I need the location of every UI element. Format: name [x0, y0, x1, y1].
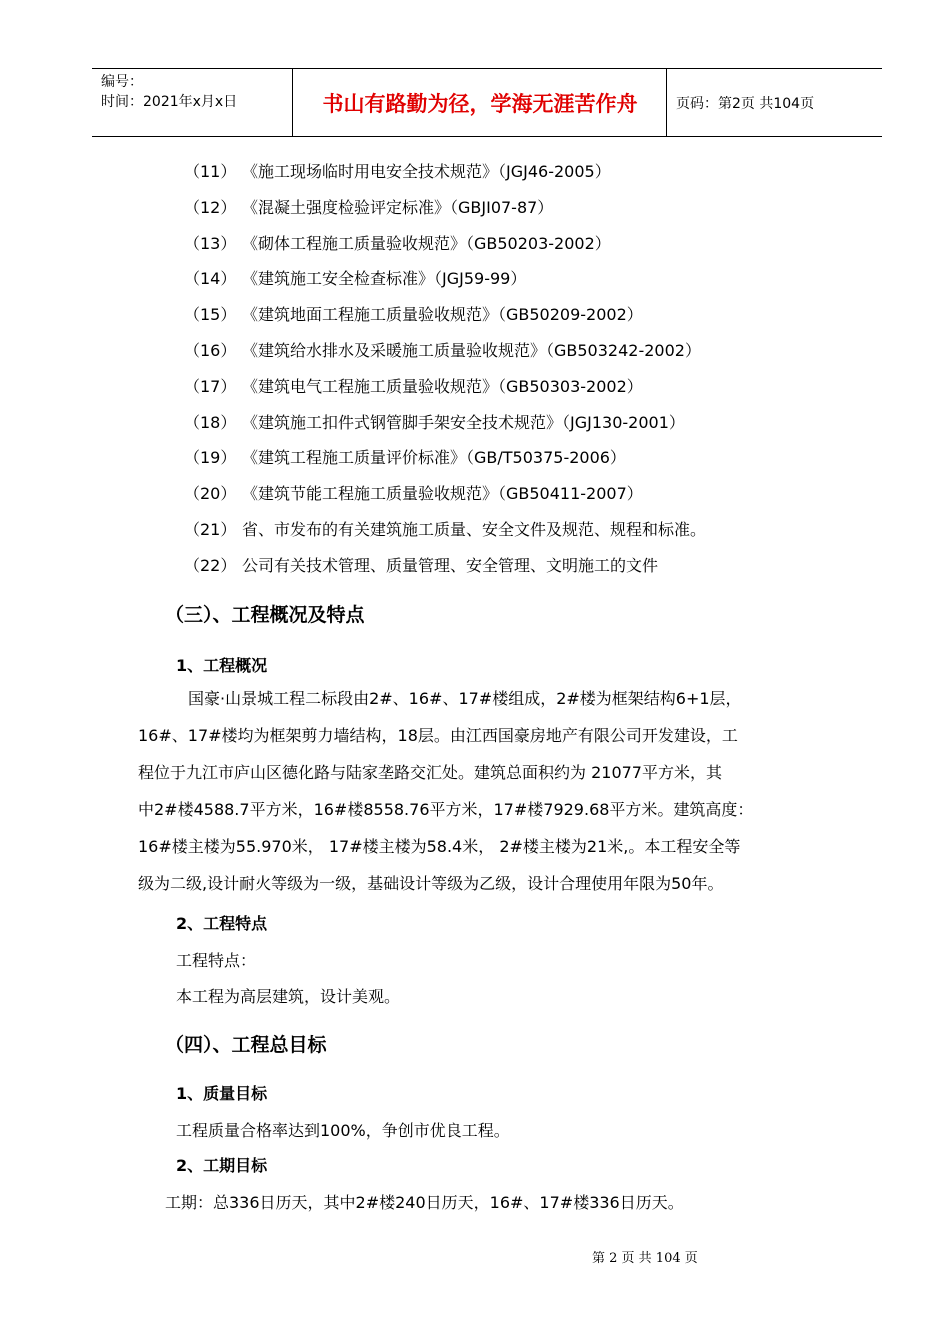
reference-text: 《施工现场临时用电安全技术规范》（JGJ46-2005） [242, 162, 611, 181]
reference-number: （15） [184, 305, 237, 325]
header-divider [292, 69, 293, 136]
reference-item [184, 447, 626, 469]
overview-line: 16#、17#楼均为框架剪力墙结构，18层。由江西国豪房地产有限公司开发建设，工 [138, 726, 738, 745]
reference-number: （17） [184, 376, 237, 396]
overview-line: 国豪·山景城工程二标段由2#、16#、17#楼组成，2#楼为框架结构6+1层， [188, 689, 742, 708]
feature-label: 工程特点： [176, 951, 257, 970]
reference-item [184, 197, 553, 219]
number-label: 编号： [101, 74, 143, 90]
header-divider [666, 69, 667, 136]
reference-item [184, 161, 611, 183]
reference-item [184, 412, 685, 434]
overview-line: 中2#楼4588.7平方米，16#楼8558.76平方米，17#楼7929.68平方米。建筑高度： [138, 800, 754, 819]
overview-line: 级为二级,设计耐火等级为一级，基础设计等级为乙级，设计合理使用年限为50年。 [138, 874, 724, 893]
reference-text: 《建筑施工扣件式钢管脚手架安全技术规范》（JGJ130-2001） [242, 412, 685, 432]
subheading-overview: 1、工程概况 [176, 656, 268, 675]
overview-paragraph [138, 680, 838, 902]
feature-text: 本工程为高层建筑，设计美观。 [176, 987, 401, 1006]
reference-text: 《混凝土强度检验评定标准》（GBJI07-87） [242, 197, 554, 217]
reference-text: 《建筑工程施工质量评价标准》（GB/T50375-2006） [242, 448, 626, 468]
subheading-quality: 1、质量目标 [176, 1084, 268, 1103]
reference-number: （22） [184, 555, 237, 575]
reference-number: （12） [184, 197, 237, 217]
subheading-schedule: 2、工期目标 [176, 1156, 268, 1175]
reference-text: 《建筑电气工程施工质量验收规范》（GB50303-2002） [242, 376, 643, 396]
reference-text: 《砌体工程施工质量验收规范》（GB50203-2002） [242, 233, 611, 253]
reference-number: （16） [184, 341, 237, 360]
reference-text: 《建筑给水排水及采暖施工质量验收规范》（GB503242-2002） [242, 341, 701, 360]
page-header [92, 68, 882, 137]
reference-number: （20） [184, 484, 237, 504]
reference-number: （13） [184, 233, 237, 253]
reference-text: 省、市发布的有关建筑施工质量、安全文件及规范、规程和标准。 [242, 520, 707, 539]
schedule-text: 工期：总336日历天，其中2#楼240日历天，16#、17#楼336日历天。 [165, 1193, 684, 1212]
reference-number: （14） [184, 269, 237, 289]
section-heading-4: （四）、工程总目标 [165, 1034, 327, 1056]
reference-number: （21） [184, 520, 237, 539]
reference-number: （19） [184, 448, 237, 468]
reference-item [184, 233, 611, 255]
header-meta [101, 72, 291, 112]
reference-text: 《建筑节能工程施工质量验收规范》（GB50411-2007） [242, 484, 643, 504]
reference-text: 《建筑施工安全检查标准》（JGJ59-99） [242, 269, 527, 289]
time-label: 时间：2021年x月x日 [101, 94, 238, 110]
reference-item [184, 268, 526, 290]
reference-item [184, 340, 701, 362]
reference-item [184, 304, 643, 326]
reference-number: （18） [184, 412, 237, 432]
header-page-info: 页码：第2页 共104页 [676, 95, 815, 112]
overview-line: 程位于九江市庐山区德化路与陆家垄路交汇处。建筑总面积约为 21077平方米，其 [138, 763, 722, 782]
reference-item [184, 555, 658, 577]
quality-text: 工程质量合格率达到100%，争创市优良工程。 [176, 1121, 510, 1140]
reference-number: （11） [184, 162, 237, 181]
reference-text: 公司有关技术管理、质量管理、安全管理、文明施工的文件 [242, 555, 659, 575]
reference-item [184, 519, 706, 541]
reference-item [184, 376, 643, 398]
page-footer: 第 2 页 共 104 页 [592, 1251, 698, 1266]
reference-text: 《建筑地面工程施工质量验收规范》（GB50209-2002） [242, 305, 643, 325]
subheading-features: 2、工程特点 [176, 914, 268, 933]
section-heading-3: （三）、工程概况及特点 [165, 604, 365, 626]
header-motto: 书山有路勤为径，学海无涯苦作舟 [322, 91, 638, 116]
reference-item [184, 483, 643, 505]
overview-line: 16#楼主楼为55.970米， 17#楼主楼为58.4米， 2#楼主楼为21米,。本工程安全等 [138, 837, 741, 856]
